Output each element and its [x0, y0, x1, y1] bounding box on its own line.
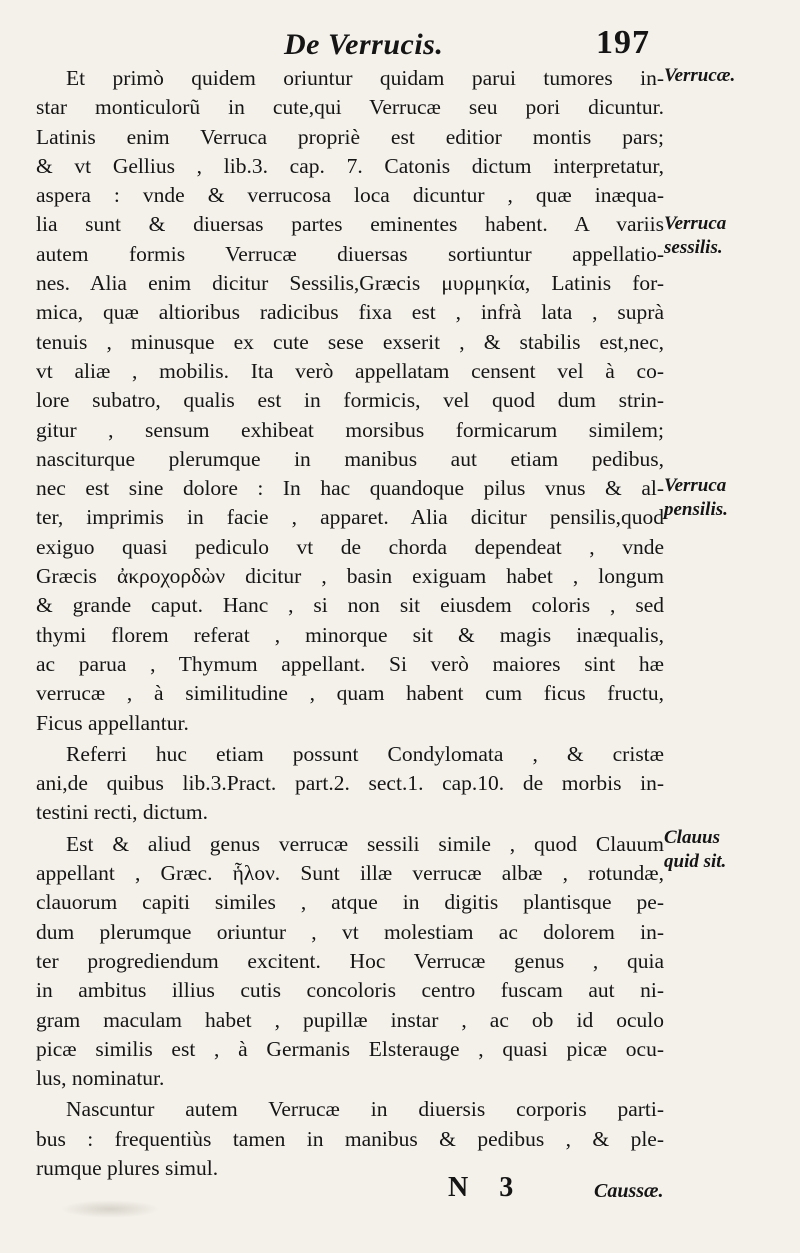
- text-line: rumque plures simul.: [36, 1155, 219, 1180]
- text-line: Ficus appellantur.: [36, 710, 189, 735]
- text-line: Est & aliud genus verrucæ sessili simile , quod Clauum: [66, 831, 664, 856]
- text-line: aspera : vnde & verrucosa loca dicuntur , quæ inæqua-: [36, 183, 664, 208]
- text-line: ter, imprimis in facie , apparet. Alia dicitur pensilis,quod: [36, 505, 664, 530]
- text-line: lore subatro, qualis est in formicis, vel quod dum strin-: [36, 388, 664, 413]
- text-line: Nascuntur autem Verrucæ in diuersis corporis parti-: [66, 1097, 664, 1122]
- marginal-note-verruca-pensilis: [664, 474, 728, 522]
- text-line: lus, nominatur.: [36, 1066, 165, 1091]
- text-line: nes. Alia enim dicitur Sessilis,Græcis μυρμηκία, Latinis for-: [36, 271, 664, 296]
- marginal-note-line: pensilis.: [664, 499, 728, 520]
- text-line: picæ similis est , à Germanis Elsterauge , quasi picæ ocu-: [36, 1036, 664, 1061]
- text-line: gram maculam habet , pupillæ instar , ac ob id oculo: [36, 1007, 664, 1032]
- marginal-note-line: Verruca: [664, 475, 727, 496]
- page-number: 197: [596, 24, 650, 61]
- text-line: nasciturque plerumque in manibus aut etiam pedibus,: [36, 446, 664, 471]
- text-line: verrucæ , à similitudine , quam habent cum ficus fructu,: [36, 681, 664, 706]
- text-line: autem formis Verrucæ diuersas sortiuntur appellatio-: [36, 241, 664, 266]
- paragraph-2: [36, 740, 664, 828]
- bleed-through-smudge: [60, 1200, 160, 1218]
- text-line: star monticulorũ in cute,qui Verrucæ seu pori dicuntur.: [36, 95, 664, 120]
- text-line: bus : frequentiùs tamen in manibus & pedibus , & ple-: [36, 1126, 664, 1151]
- marginal-note-line: Clauus: [664, 827, 720, 848]
- marginal-note-clauus: [664, 826, 726, 874]
- text-line: & grande caput. Hanc , si non sit eiusdem coloris , sed: [36, 593, 664, 618]
- marginal-note-verruca-sessilis: [664, 212, 726, 260]
- marginal-note-line: sessilis.: [664, 237, 723, 258]
- text-line: gitur , sensum exhibeat morsibus formicarum similem;: [36, 417, 664, 442]
- running-title: De Verrucis.: [284, 28, 444, 61]
- text-line: mica, quæ altioribus radicibus fixa est , infrà lata , suprà: [36, 300, 664, 325]
- text-line: vt aliæ , mobilis. Ita verò appellatam censent vel à co-: [36, 358, 664, 383]
- text-line: clauorum capiti similes , atque in digitis plantisque pe-: [36, 890, 664, 915]
- text-line: Latinis enim Verruca propriè est editior montis pars;: [36, 124, 664, 149]
- text-line: ac parua , Thymum appellant. Si verò maiores sint hæ: [36, 651, 664, 676]
- marginal-note-line: quid sit.: [664, 851, 727, 872]
- text-line: & vt Gellius , lib.3. cap. 7. Catonis dictum interpretatur,: [36, 153, 664, 178]
- text-line: ter progrediendum excitent. Hoc Verrucæ genus , quia: [36, 948, 664, 973]
- signature-mark: N 3: [448, 1172, 526, 1203]
- marginal-note-line: Verrucæ.: [664, 65, 736, 86]
- body-text: [36, 64, 664, 1183]
- paragraph-4: [36, 1095, 664, 1183]
- paragraph-3: [36, 830, 664, 1094]
- text-line: thymi florem referat , minorque sit & magis inæqualis,: [36, 622, 664, 647]
- page-header: [0, 18, 800, 62]
- text-line: exiguo quasi pediculo vt de chorda dependeat , vnde: [36, 534, 664, 559]
- text-line: appellant , Græc. ἧλον. Sunt illæ verrucæ albæ , rotundæ,: [36, 861, 664, 886]
- text-line: testini recti, dictum.: [36, 800, 208, 825]
- paragraph-1: [36, 64, 664, 738]
- text-line: dum plerumque oriuntur , vt molestiam ac dolorem in-: [36, 919, 664, 944]
- text-line: ani,de quibus lib.3.Pract. part.2. sect.1. cap.10. de morbis in-: [36, 771, 664, 796]
- text-line: in ambitus illius cutis concoloris centro fuscam aut ni-: [36, 978, 664, 1003]
- marginal-note-verrucae: [664, 64, 735, 88]
- marginal-note-line: Verruca: [664, 213, 727, 234]
- text-line: Referri huc etiam possunt Condylomata , & cristæ: [66, 741, 664, 766]
- text-line: Græcis ἀκροχορδὼν dicitur , basin exiguam habet , longum: [36, 564, 664, 589]
- text-line: Et primò quidem oriuntur quidam parui tumores in-: [66, 66, 664, 90]
- text-line: tenuis , minusque ex cute sese exserit , & stabilis est,nec,: [36, 329, 664, 354]
- text-line: lia sunt & diuersas partes eminentes habent. A variis: [36, 212, 664, 237]
- text-line: nec est sine dolore : In hac quandoque pilus vnus & al-: [36, 476, 664, 501]
- catchword: Caussæ.: [594, 1180, 664, 1202]
